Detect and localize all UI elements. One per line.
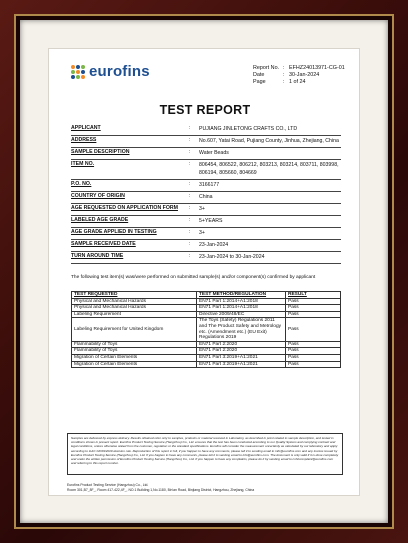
field-colon: : — [189, 125, 191, 131]
field-value: No.607, Yatai Road, Pujiang County, Jinhua, Zhejiang, China — [199, 138, 339, 144]
results-table — [71, 291, 341, 368]
test-result: Pass — [286, 354, 341, 361]
column-header: TEST METHOD/REGULATION — [197, 292, 286, 299]
test-method: EN71 Part 3:2019+A1:2021 — [197, 354, 286, 361]
field-colon: : — [189, 149, 191, 155]
field-key: LABELED AGE GRADE — [71, 217, 129, 223]
field-value: 806454, 806522, 806212, 803213, 803214, 803711, 803998, 806194, 805660, 804669 — [199, 162, 339, 176]
meta-colon: : — [283, 65, 285, 71]
test-method: EN71 Part 3:2019+A1:2021 — [197, 361, 286, 368]
field-value: Water Beads — [199, 150, 229, 156]
meta-row — [253, 72, 345, 79]
intro-text: The following test item(s) was/were performed on submitted sample(s) and/or component(s) confirmed by applicant — [71, 275, 316, 280]
field-key: SAMPLE DESCRIPTION — [71, 149, 130, 155]
table-row — [72, 311, 341, 318]
field-key: SAMPLE RECEIVED DATE — [71, 241, 136, 247]
test-result: Pass — [286, 348, 341, 355]
field-value: 5+YEARS — [199, 218, 223, 224]
test-result: Pass — [286, 361, 341, 368]
field-colon: : — [189, 205, 191, 211]
field-row — [71, 137, 341, 148]
test-requested: Flammability of Toys — [72, 341, 197, 348]
test-result: Pass — [286, 305, 341, 312]
test-method: EN71 Part 2:2020 — [197, 348, 286, 355]
table-row — [72, 341, 341, 348]
field-key: P.O. NO. — [71, 181, 92, 187]
field-row — [71, 193, 341, 204]
table-row — [72, 354, 341, 361]
logo-text: eurofins — [89, 63, 150, 80]
footer-address: Room 301,B7_8F_, Room 417-422,4F_, NO.1 Building 1,No.1180, Bin'an Road, Binjiang District, Hangzhou, Zhejiang, China — [67, 488, 255, 492]
meta-colon: : — [283, 72, 285, 78]
column-header: RESULT — [286, 292, 341, 299]
footer-company: Eurofins Product Testing Service (Hangzhou) Co., Ltd. — [67, 483, 149, 487]
test-method: The Toys (Safety) Regulations 2011 and The Product Safety and Metrology etc. (Amendment etc.) (EU Exit) Regulations 2019 — [197, 318, 286, 341]
field-key: COUNTRY OF ORIGIN — [71, 193, 125, 199]
field-value: 23-Jan-2024 to 30-Jan-2024 — [199, 254, 265, 260]
test-result: Pass — [286, 341, 341, 348]
test-requested: Physical and Mechanical Hazards — [72, 298, 197, 305]
field-colon: : — [189, 241, 191, 247]
test-result: Pass — [286, 318, 341, 341]
meta-colon: : — [283, 79, 285, 85]
disclaimer-box: Samples are delivered by express delivery. Results obtained refer only to samples, products or material received in Laboratory, as described in point related to sample description, and tested in conditions shown in present report. Eurofins Product Testing Service (Hangzhou) Co., Ltd. ensures that the test has been conducted according to our Quality System and complying contract and legal conditions, unless otherwise stated from the customer, regulation or the standard specifications. Eurofins will consider the measurement uncertainty as calculated by our laboratory and apply according to ILAC G8:09/2019 decision rule. Reproduction of this report in full, if you happen to have any comments, please tell it to sending email to info@eurofins.com and any invoice issued by Eurofins Product Testing Service (Hangzhou) Co., Ltd. If you happen to have any comments, please tell it to sending email to info@eurofins.com. The document is only valid if it is done completely and under the written permission of Eurofins Product Testing Service (Hangzhou) Co., Ltd. If you happen to have any complaints, please do it by sending email to cnhzcomplaint@eurofins.com and referring to this report number. — [67, 433, 343, 475]
field-row — [71, 253, 341, 264]
field-key: TURN AROUND TIME — [71, 253, 124, 259]
field-key: AGE GRADE APPLIED IN TESTING — [71, 229, 157, 235]
eurofins-logo — [71, 63, 150, 80]
table-header-row — [72, 292, 341, 299]
footer — [67, 483, 347, 493]
field-colon: : — [189, 181, 191, 187]
field-value: PUJIANG JINLETONG CRAFTS CO., LTD — [199, 126, 298, 132]
field-row — [71, 229, 341, 240]
report-title: TEST REPORT — [159, 103, 251, 117]
field-colon: : — [189, 229, 191, 235]
field-colon: : — [189, 217, 191, 223]
table-row — [72, 361, 341, 368]
eurofins-dots-icon — [71, 65, 85, 79]
field-row — [71, 241, 341, 252]
test-method: EN71 Part 1:2014+A1:2018 — [197, 298, 286, 305]
table-row — [72, 348, 341, 355]
field-key: ADDRESS — [71, 137, 97, 143]
meta-key: Page — [253, 79, 266, 85]
field-row — [71, 125, 341, 136]
table-row — [72, 298, 341, 305]
field-row — [71, 217, 341, 228]
field-colon: : — [189, 161, 191, 167]
field-row — [71, 161, 341, 180]
test-requested: Labeling Requirement — [72, 311, 197, 318]
field-colon: : — [189, 253, 191, 259]
field-value: 23-Jan-2024 — [199, 242, 229, 248]
table-row — [72, 318, 341, 341]
table-row — [72, 305, 341, 312]
certificate-document — [48, 48, 360, 496]
test-method: EN71 Part 1:2014+A1:2018 — [197, 305, 286, 312]
meta-value: EFHZ24013971-CG-01 — [289, 65, 345, 71]
meta-key: Report No. — [253, 65, 280, 71]
meta-row — [253, 79, 345, 86]
field-key: AGE REQUESTED ON APPLICATION FORM — [71, 205, 178, 211]
field-row — [71, 181, 341, 192]
field-key: ITEM NO. — [71, 161, 95, 167]
meta-value: 30-Jan-2024 — [289, 72, 320, 78]
test-requested: Migration of Certain Elements — [72, 354, 197, 361]
field-row — [71, 205, 341, 216]
field-row — [71, 149, 341, 160]
test-requested: Flammability of Toys — [72, 348, 197, 355]
field-key: APPLICANT — [71, 125, 101, 131]
meta-value: 1 of 24 — [289, 79, 306, 85]
field-colon: : — [189, 137, 191, 143]
meta-key: Date — [253, 72, 265, 78]
test-requested: Physical and Mechanical Hazards — [72, 305, 197, 312]
field-value: China — [199, 194, 213, 200]
field-colon: : — [189, 193, 191, 199]
test-method: Directive 2009/48/EC — [197, 311, 286, 318]
field-value: 3+ — [199, 230, 205, 236]
report-meta — [253, 65, 345, 86]
column-header: TEST REQUESTED — [72, 292, 197, 299]
test-requested: Labeling Requirement for United Kingdom — [72, 318, 197, 341]
test-result: Pass — [286, 311, 341, 318]
field-value: 3166177 — [199, 182, 220, 188]
test-result: Pass — [286, 298, 341, 305]
test-method: EN71 Part 2:2020 — [197, 341, 286, 348]
meta-row — [253, 65, 345, 72]
field-value: 3+ — [199, 206, 205, 212]
test-requested: Migration of Certain Elements — [72, 361, 197, 368]
